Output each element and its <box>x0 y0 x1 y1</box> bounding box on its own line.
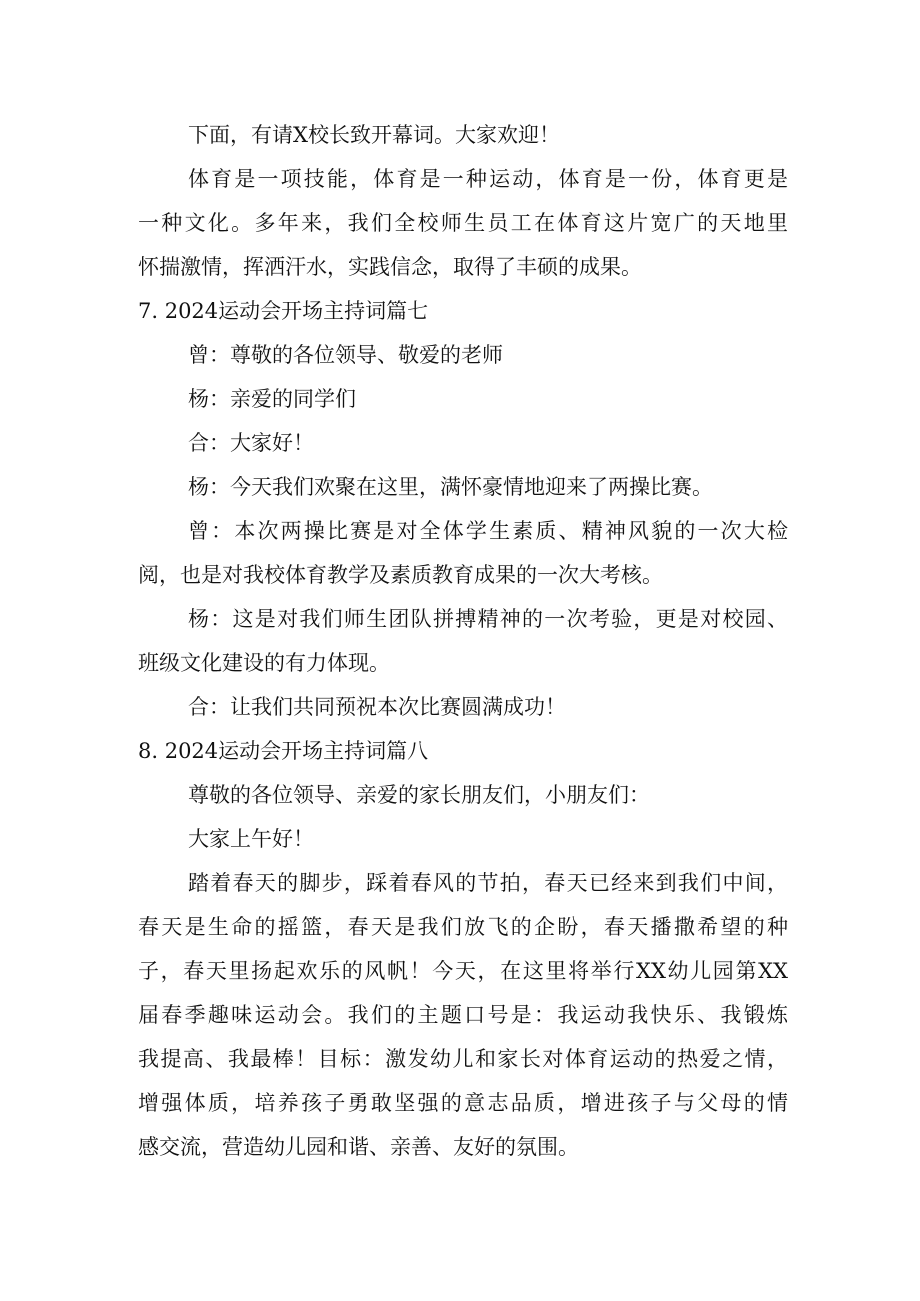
text-line: 子，春天里扬起欢乐的风帆！今天，在这里将举行XX幼儿园第XX <box>138 959 788 983</box>
text-line: 阅，也是对我校体育教学及素质教育成果的一次大考核。 <box>138 563 663 587</box>
text-line: 怀揣激情，挥洒汗水，实践信念，取得了丰硕的成果。 <box>138 255 642 279</box>
text-line: 增强体质，培养孩子勇敢坚强的意志品质，增进孩子与父母的情 <box>138 1091 788 1115</box>
document-body <box>138 113 788 1169</box>
text-line: 合：让我们共同预祝本次比赛圆满成功！ <box>188 695 566 719</box>
text-line: 我提高、我最棒！目标：激发幼儿和家长对体育运动的热爱之情， <box>138 1047 788 1071</box>
text-line: 尊敬的各位领导、亲爱的家长朋友们，小朋友们： <box>188 783 650 807</box>
text-line: 曾：本次两操比赛是对全体学生素质、精神风貌的一次大检 <box>188 519 788 543</box>
text-line: 曾：尊敬的各位领导、敬爱的老师 <box>188 343 503 367</box>
text-line: 体育是一项技能，体育是一种运动，体育是一份，体育更是 <box>188 167 788 191</box>
text-line: 春天是生命的摇篮，春天是我们放飞的企盼，春天播撒希望的种 <box>138 915 788 939</box>
text-line: 届春季趣味运动会。我们的主题口号是：我运动我快乐、我锻炼 <box>138 1003 788 1027</box>
text-line: 下面，有请X校长致开幕词。大家欢迎！ <box>188 123 560 147</box>
text-line: 感交流，营造幼儿园和谐、亲善、友好的氛围。 <box>138 1135 579 1159</box>
text-line: 杨：这是对我们师生团队拼搏精神的一次考验，更是对校园、 <box>188 607 788 631</box>
text-line: 踏着春天的脚步，踩着春风的节拍，春天已经来到我们中间， <box>188 871 788 895</box>
text-line: 一种文化。多年来，我们全校师生员工在体育这片宽广的天地里 <box>138 211 788 235</box>
text-line: 大家上午好！ <box>188 827 314 851</box>
text-line: 合：大家好！ <box>188 431 314 455</box>
section-heading: 8. 2024运动会开场主持词篇八 <box>138 739 429 763</box>
text-line: 杨：今天我们欢聚在这里，满怀豪情地迎来了两操比赛。 <box>188 475 713 499</box>
text-line: 班级文化建设的有力体现。 <box>138 651 390 675</box>
text-line: 杨：亲爱的同学们 <box>188 387 356 411</box>
section-heading: 7. 2024运动会开场主持词篇七 <box>138 299 429 323</box>
